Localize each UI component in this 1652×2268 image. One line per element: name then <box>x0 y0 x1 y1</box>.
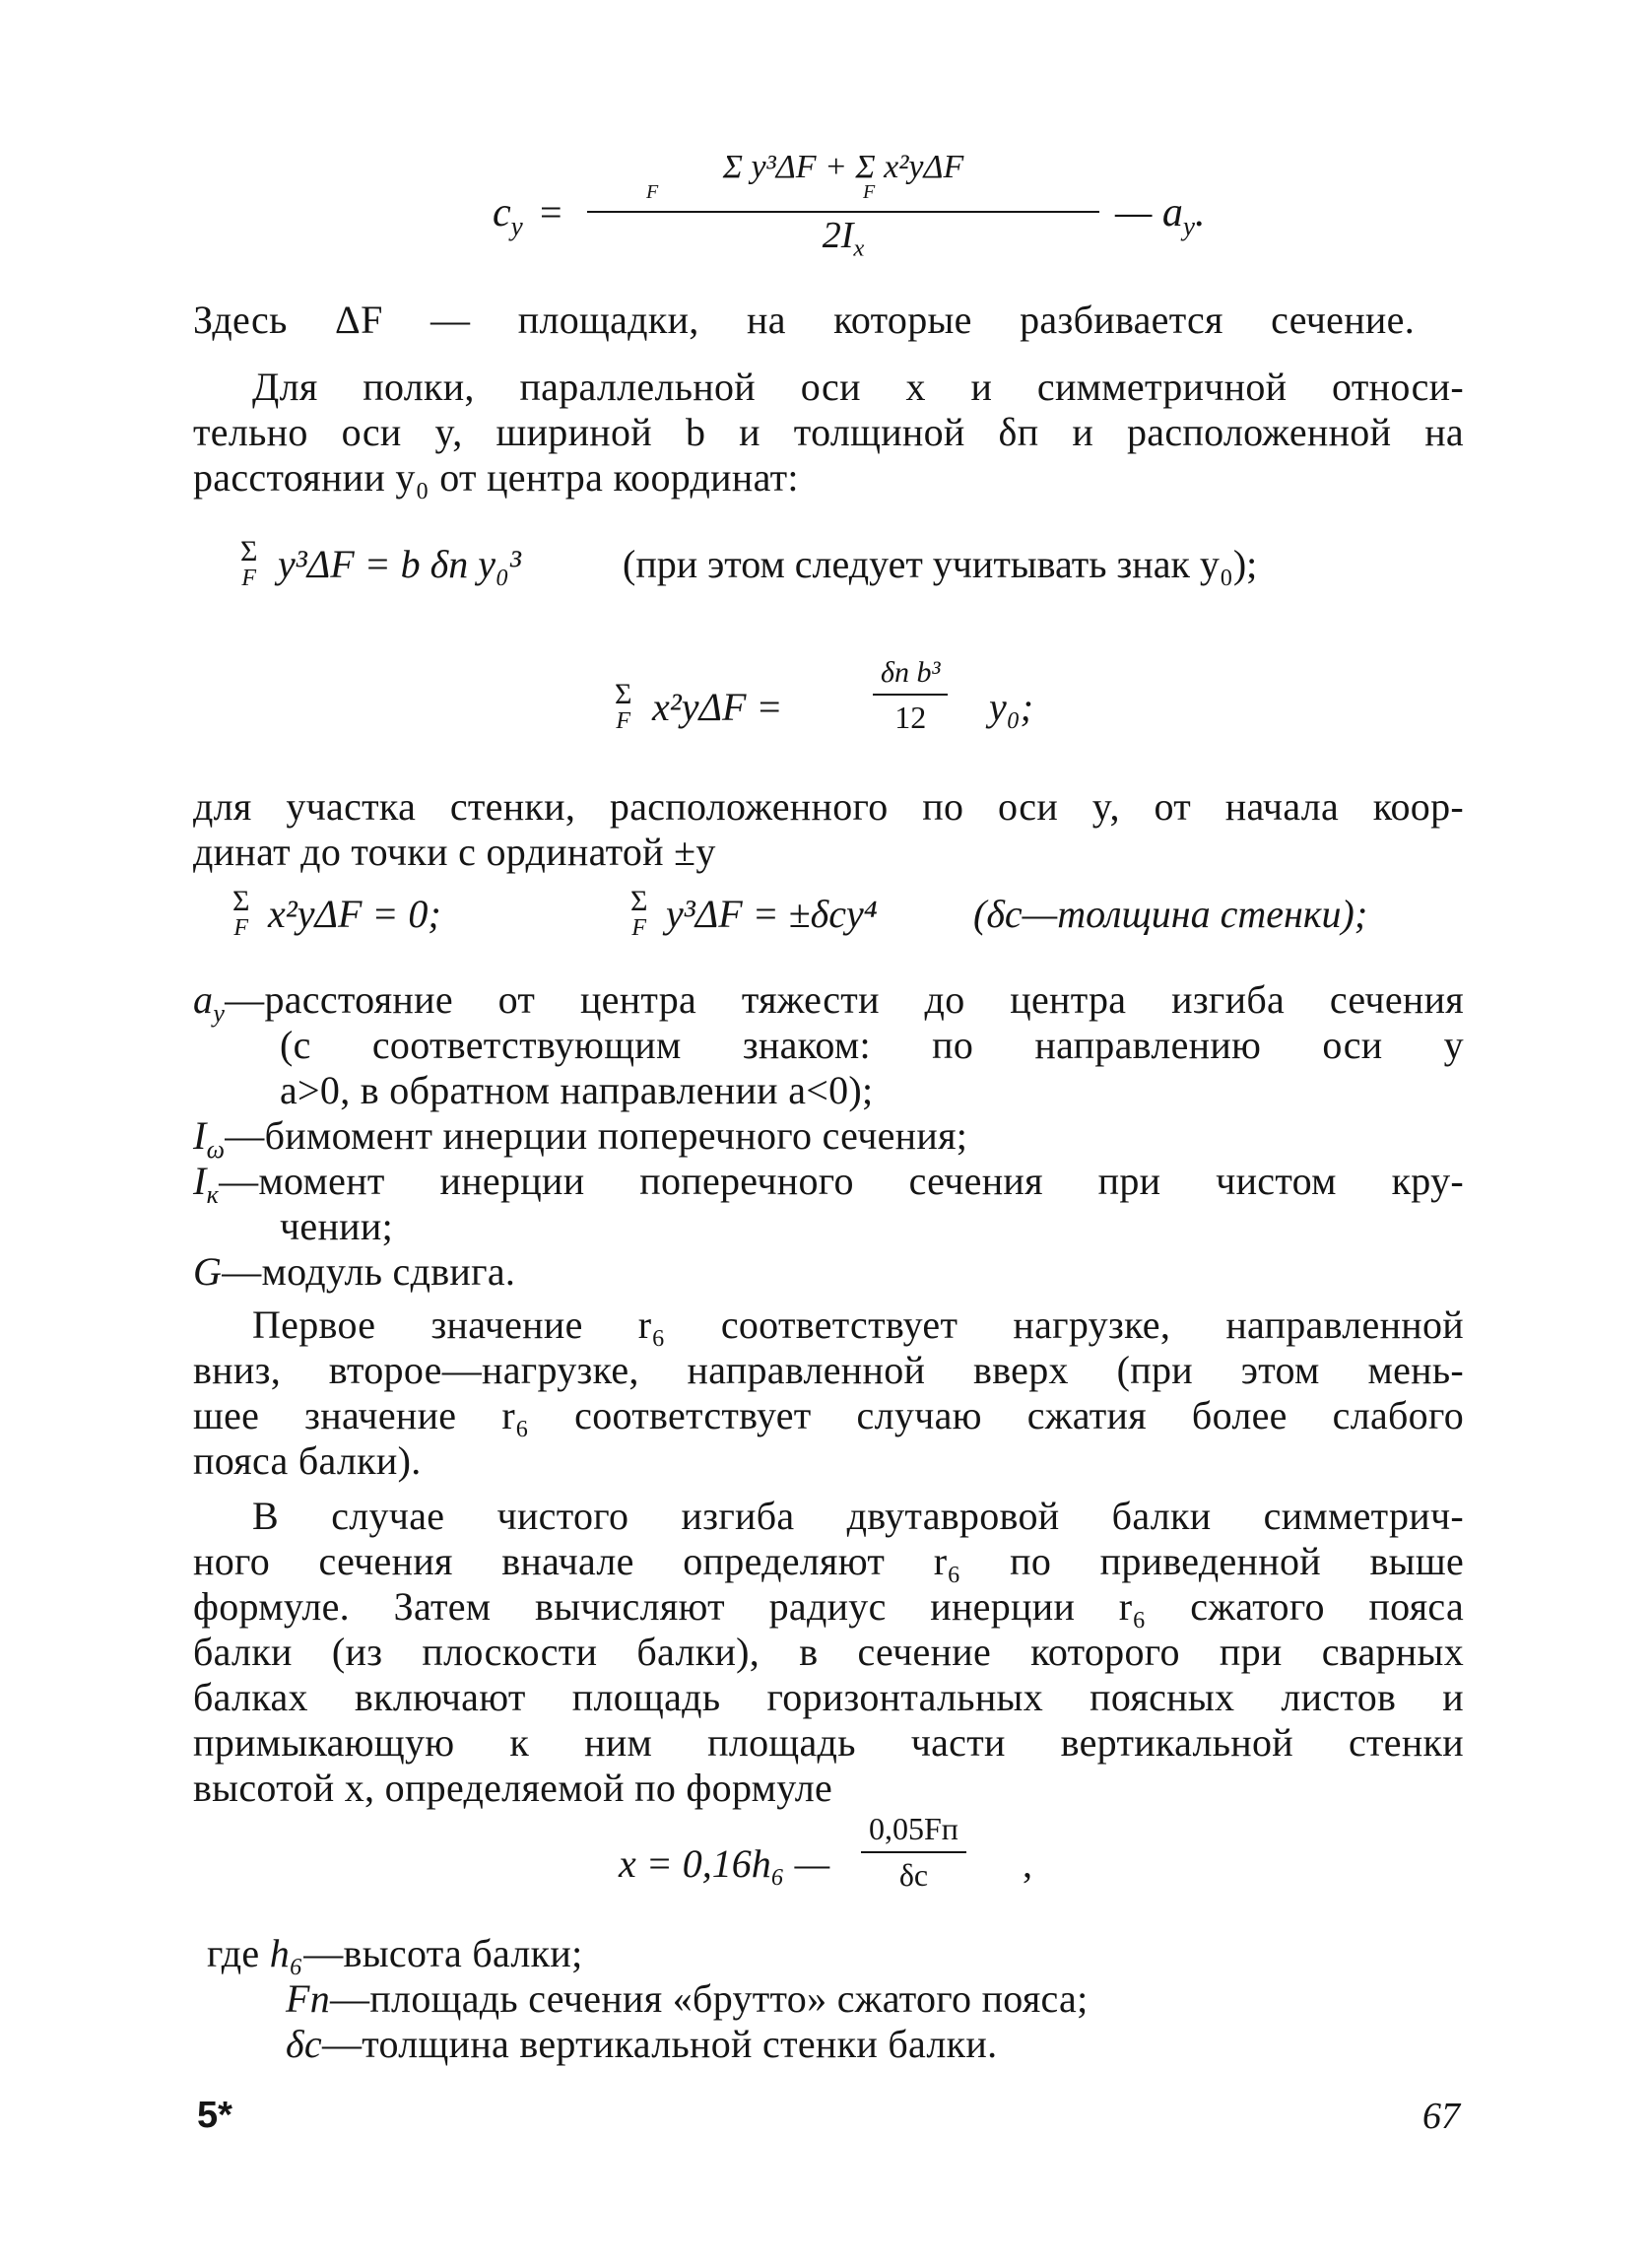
paragraph-5 <box>193 1494 1464 1811</box>
definition-item <box>193 1249 1464 1295</box>
definition-symbol: G <box>193 1249 223 1294</box>
paragraph-5-line: примыкающую к ним площадь части вертикальной стенки <box>193 1720 1464 1765</box>
formula-4-left-sum-under: F <box>233 915 249 941</box>
paragraph-5-line: ного сечения вначале определяют r₆ по приведенной выше <box>193 1539 1464 1583</box>
where-item <box>207 1976 1389 2022</box>
definition-item <box>193 1113 1464 1164</box>
formula-4-right-expr: y³ΔF = ±δсy⁴ <box>666 892 878 936</box>
formula-cy <box>493 148 1241 276</box>
page-number: 67 <box>1422 2096 1460 2137</box>
formula-cy-eq: = <box>540 190 562 234</box>
formula-3-sum-under: F <box>616 708 631 734</box>
formula-flange-x2 <box>615 656 1166 765</box>
definition-symbol-sub: к <box>206 1180 220 1209</box>
formula-2-note: (при этом следует учитывать знак y₀); <box>623 542 1258 586</box>
where-symbol: Fп <box>286 1976 331 2021</box>
sum-sign-icon: Σ <box>240 535 258 567</box>
formula-5-tail: , <box>1023 1841 1032 1886</box>
definition-item <box>193 1159 1464 1249</box>
formula-5-lhs: x = 0,16h₆ — <box>619 1841 830 1886</box>
formula-3-frac-den: 12 <box>894 700 927 735</box>
formula-flange-y3 <box>240 537 1442 616</box>
formula-5-fraction <box>861 1811 966 1894</box>
signature-mark: 5* <box>197 2095 232 2136</box>
paragraph-4-line: пояса балки). <box>193 1438 422 1483</box>
where-symbol: δс <box>286 2022 322 2066</box>
definition-text: (с соответствующим знаком: по направлению оси y <box>280 1023 1464 1067</box>
where-item <box>207 1931 1389 1976</box>
formula-cy-lhs: c <box>493 190 511 235</box>
paragraph-2 <box>193 365 1464 500</box>
formula-cy-fraction <box>587 148 1099 262</box>
definition-text: —момент инерции поперечного сечения при чистом кру- <box>219 1159 1464 1203</box>
paragraph-5-line: балках включают площадь горизонтальных поясных листов и <box>193 1675 1464 1719</box>
formula-cy-tail: — a <box>1115 190 1183 235</box>
where-symbol: h₆ <box>269 1931 304 1975</box>
paragraph-5-line: балки (из плоскости балки), в сечение которого при сварных <box>193 1630 1464 1674</box>
paragraph-3 <box>193 784 1464 875</box>
formula-web <box>232 887 1454 966</box>
formula-2-expr: y³ΔF = b δп y₀³ <box>278 542 521 586</box>
definition-symbol: I <box>193 1159 207 1203</box>
definition-symbol-sub: y <box>213 999 226 1028</box>
definitions-list <box>193 977 1464 1295</box>
where-list <box>207 1931 1389 2067</box>
formula-3-frac-num: δп b³ <box>873 656 948 696</box>
paragraph-4-line: Первое значение r₆ соответствует нагрузке, направленной <box>252 1302 1464 1347</box>
formula-2-sum-under: F <box>241 566 257 591</box>
paragraph-4 <box>193 1302 1464 1484</box>
paragraph-4-line: шее значение r₆ соответствует случаю сжатия более слабого <box>193 1393 1464 1437</box>
paragraph-5-line: формуле. Затем вычисляют радиус инерции r₆ сжатого пояса <box>193 1584 1464 1629</box>
formula-3-tail: y₀; <box>989 685 1033 729</box>
formula-4-right-note: (δс—толщина стенки); <box>973 892 1368 936</box>
paragraph-4-line: вниз, второе—нагрузке, направленной вверх (при этом мень- <box>193 1348 1464 1392</box>
formula-cy-end: . <box>1194 190 1206 235</box>
formula-3-expr: x²yΔF = <box>652 685 783 729</box>
paragraph-2-line: расстоянии y₀ от центра координат: <box>193 455 799 500</box>
formula-cy-numerator: Σ y³ΔF + Σ x²yΔF <box>722 149 964 185</box>
sum-sign-icon: Σ <box>232 885 250 917</box>
paragraph-1: Здесь ΔF — площадки, на которые разбивается сечение. <box>193 298 1415 342</box>
sum-sign-icon: Σ <box>615 678 632 710</box>
definition-text: —бимомент инерции поперечного сечения; <box>225 1113 968 1158</box>
where-text: —толщина вертикальной стенки балки. <box>321 2022 998 2066</box>
definition-item <box>193 977 1464 1113</box>
formula-5-frac-num: 0,05Fп <box>861 1811 966 1853</box>
definition-symbol-sub: ω <box>206 1135 226 1164</box>
formula-cy-num-sum-under-2: F <box>863 181 876 203</box>
formula-3-fraction <box>873 656 948 736</box>
where-item <box>207 2022 1389 2067</box>
formula-cy-den-sub: x <box>853 234 865 262</box>
formula-4-right-sum-under: F <box>631 915 647 941</box>
definition-symbol: I <box>193 1113 207 1158</box>
formula-x <box>619 1811 1170 1919</box>
definition-text: —расстояние от центра тяжести до центра изгиба сечения <box>225 977 1464 1022</box>
where-text: —высота балки; <box>303 1931 583 1975</box>
paragraph-3-line: динат до точки с ординатой ±y <box>193 830 716 874</box>
where-text: —площадь сечения «брутто» сжатого пояса; <box>330 1976 1089 2021</box>
paragraph-2-line: тельно оси y, шириной b и толщиной δп и расположенной на <box>193 410 1464 454</box>
formula-5-frac-den: δс <box>898 1857 929 1893</box>
formula-cy-tail-sub: y <box>1182 211 1195 241</box>
paragraph-5-line: высотой x, определяемой по формуле <box>193 1766 833 1810</box>
paragraph-2-line: Для полки, параллельной оси x и симметричной относи- <box>252 365 1464 409</box>
definition-text: a>0, в обратном направлении a<0); <box>280 1068 874 1112</box>
sum-sign-icon: Σ <box>630 885 648 917</box>
definition-symbol: a <box>193 977 214 1022</box>
formula-4-left-expr: x²yΔF = 0; <box>268 892 441 936</box>
formula-cy-lhs-sub: y <box>510 211 523 241</box>
definition-text: —модуль сдвига. <box>222 1249 516 1294</box>
where-prefix: где <box>207 1931 260 1975</box>
formula-cy-num-sum-under-1: F <box>646 181 659 203</box>
definition-text: чении; <box>280 1204 394 1248</box>
formula-cy-denominator: 2I <box>822 215 854 256</box>
paragraph-5-line: В случае чистого изгиба двутавровой балки симметрич- <box>252 1494 1464 1538</box>
paragraph-3-line: для участка стенки, расположенного по оси y, от начала коор- <box>193 784 1464 829</box>
